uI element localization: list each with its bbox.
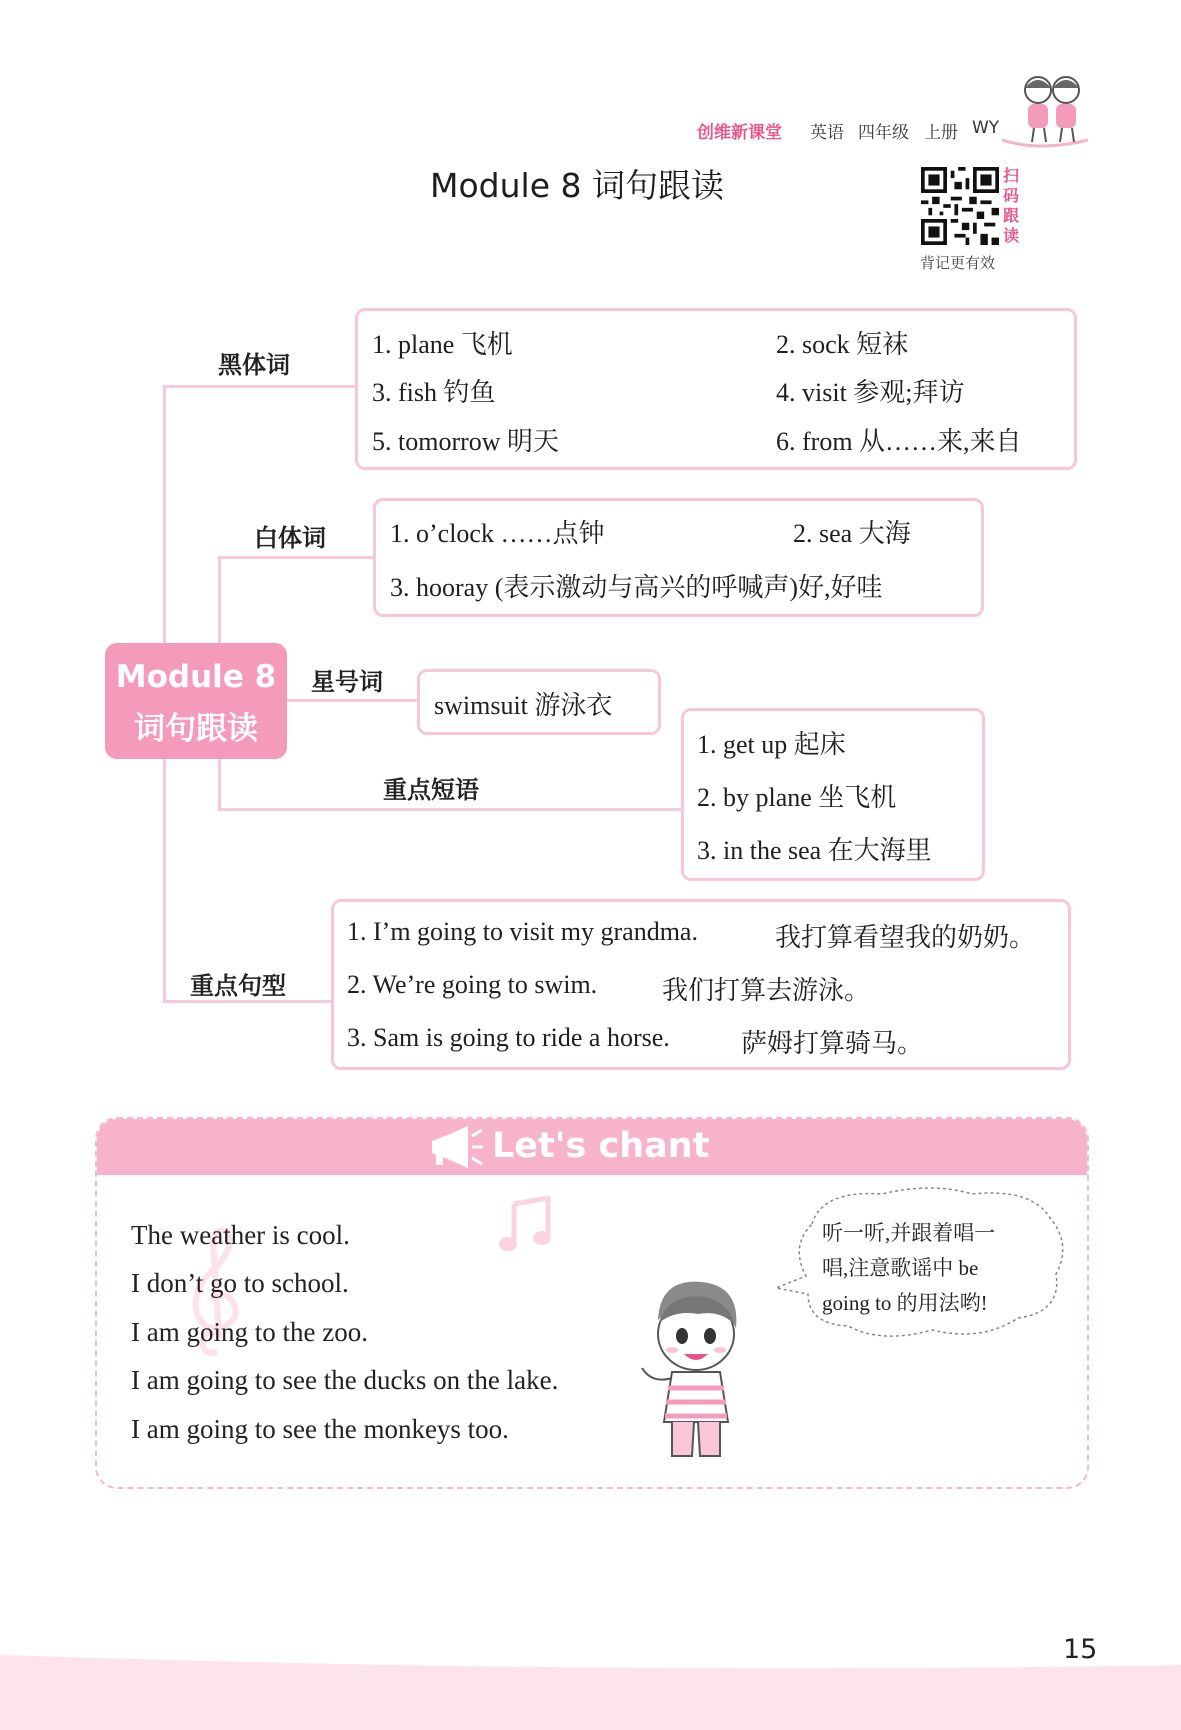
word-item: 3. fish 钓鱼 — [372, 378, 496, 407]
series-name: 创维新课堂 — [697, 123, 782, 143]
sentence-en: 3. Sam is going to ride a horse. — [347, 1023, 670, 1052]
center-node — [105, 643, 287, 759]
volume-label: 上册 — [924, 123, 958, 143]
word-item: 2. sock 短袜 — [776, 330, 909, 359]
phrase-item: 1. get up 起床 — [697, 730, 846, 759]
chant-line: The weather is cool. — [131, 1220, 350, 1250]
word-item: 5. tomorrow 明天 — [372, 427, 560, 456]
branch-key-phrases — [218, 808, 681, 811]
sentence-zh: 我们打算去游泳。 — [662, 976, 871, 1005]
chant-line: I am going to see the monkeys too. — [131, 1414, 509, 1444]
bubble-line: going to 的用法哟! — [822, 1291, 988, 1315]
branch-star-words — [287, 699, 417, 702]
bold-words-label: 黑体词 — [218, 351, 290, 379]
chant-line: I don’t go to school. — [131, 1268, 349, 1298]
boy-illustration — [636, 1272, 756, 1462]
phrase-item: 3. in the sea 在大海里 — [697, 836, 932, 865]
word-item: 4. visit 参观;拜访 — [776, 378, 965, 407]
key-sentences-label: 重点句型 — [190, 972, 286, 1000]
sentence-zh: 萨姆打算骑马。 — [741, 1029, 924, 1058]
word-item: 3. hooray (表示激动与高兴的呼喊声)好,好哇 — [390, 573, 883, 602]
subject-label: 英语 — [810, 123, 844, 143]
footer-band — [0, 1655, 1181, 1730]
word-item: swimsuit 游泳衣 — [434, 691, 613, 720]
key-phrases-label: 重点短语 — [383, 776, 479, 804]
branch-plain-words — [218, 556, 373, 559]
sentence-zh: 我打算看望我的奶奶。 — [775, 923, 1036, 952]
qr-caption: 背记更有效 — [920, 254, 996, 272]
chant-title: Let's chant — [492, 1126, 710, 1166]
grade-label: 四年级 — [858, 123, 909, 143]
center-node-line1: Module 8 — [115, 659, 277, 695]
page-number: 15 — [1063, 1634, 1098, 1665]
center-node-line2: 词句跟读 — [134, 711, 258, 747]
star-words-label: 星号词 — [311, 668, 383, 696]
word-item: 1. plane 飞机 — [372, 330, 513, 359]
qr-side-text: 扫 码 跟 读 — [1003, 166, 1020, 245]
kids-illustration — [1000, 70, 1090, 152]
sentence-en: 1. I’m going to visit my grandma. — [347, 917, 698, 946]
word-item: 1. o’clock ……点钟 — [390, 519, 605, 548]
phrase-item: 2. by plane 坐飞机 — [697, 783, 897, 812]
qr-code[interactable] — [921, 167, 999, 245]
word-item: 2. sea 大海 — [793, 519, 911, 548]
edition-label: WY — [972, 118, 1000, 138]
chant-line: I am going to the zoo. — [131, 1317, 368, 1347]
bubble-line: 唱,注意歌谣中 be — [822, 1256, 979, 1280]
bubble-line: 听一听,并跟着唱一 — [822, 1221, 996, 1245]
music-note-icon — [498, 1196, 554, 1256]
megaphone-icon — [426, 1124, 484, 1170]
page-title: Module 8 词句跟读 — [430, 166, 724, 205]
plain-words-label: 白体词 — [254, 524, 326, 552]
word-item: 6. from 从……来,来自 — [776, 427, 1022, 456]
branch-bold-words — [163, 385, 355, 388]
chant-line: I am going to see the ducks on the lake. — [131, 1365, 559, 1395]
sentence-en: 2. We’re going to swim. — [347, 970, 598, 999]
